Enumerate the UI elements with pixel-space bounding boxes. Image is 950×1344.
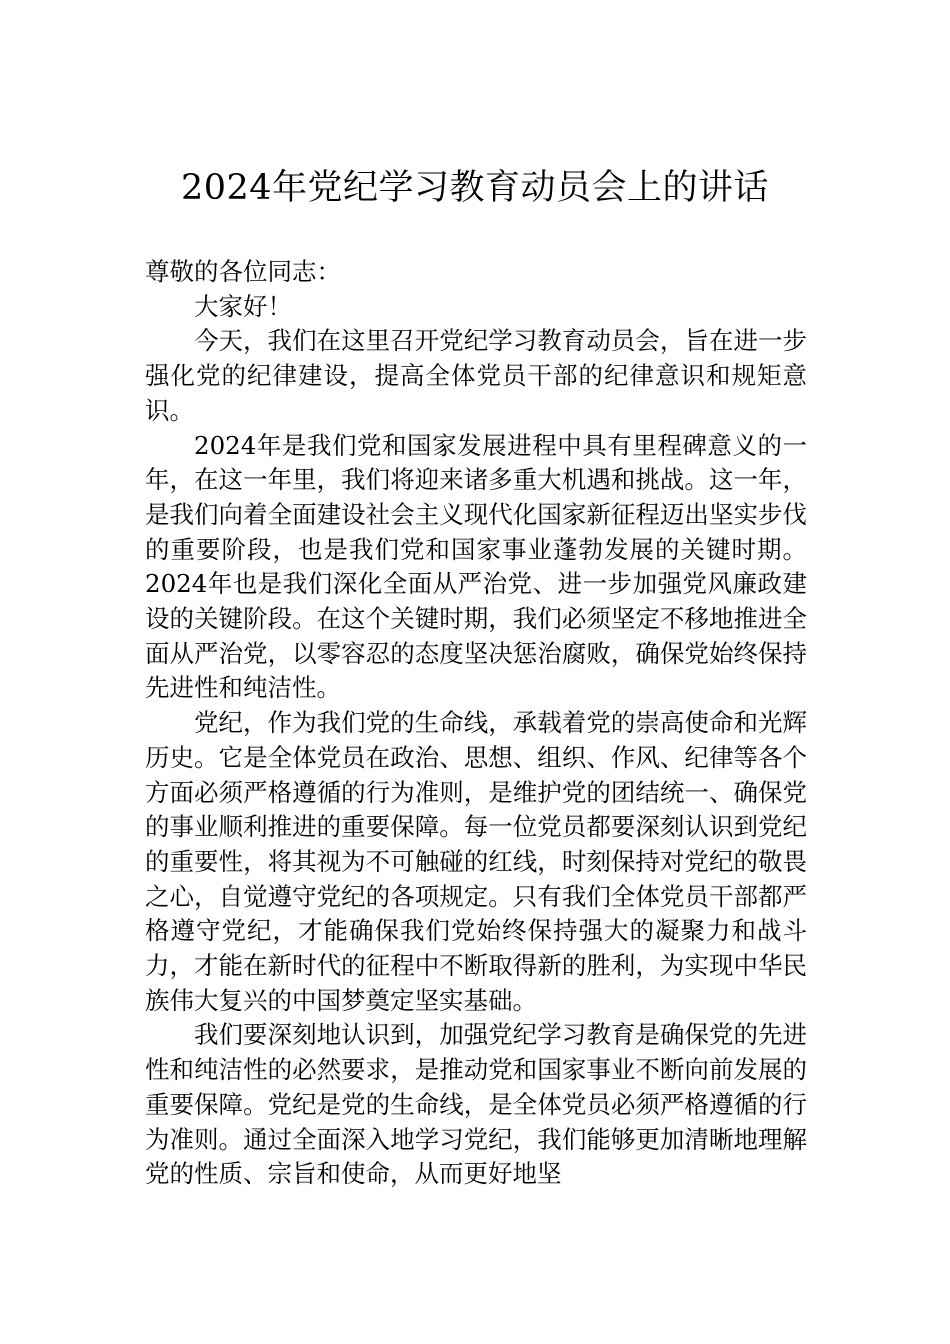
salutation: 尊敬的各位同志： <box>145 257 341 286</box>
paragraph: 党纪，作为我们党的生命线，承载着党的崇高使命和光辉历史。它是全体党员在政治、思想、组织、作风、纪律等各个方面必须严格遵循的行为准则，是维护党的团结统一、确保党的事业顺利推进的重要保障。每一位党员都要深刻认识到党纪的重要性，将其视为不可触碰的红线，时刻保持对党纪的敬畏之心，自觉遵守党纪的各项规定。只有我们全体党员干部都严格遵守党纪，才能确保我们党始终保持强大的凝聚力和战斗力，才能在新时代的征程中不断取得新的胜利，为实现中华民族伟大复兴的中国梦奠定坚实基础。 <box>145 708 807 1015</box>
greeting: 大家好！ <box>194 291 292 321</box>
document-title: 2024年党纪学习教育动员会上的讲话 <box>180 168 770 208</box>
document-body <box>145 255 807 1192</box>
paragraph: 我们要深刻地认识到，加强党纪学习教育是确保党的先进性和纯洁性的必然要求，是推动党和国家事业不断向前发展的重要保障。党纪是党的生命线，是全体党员必须严格遵循的行为准则。通过全面深入地学习党纪，我们能够更加清晰地理解党的性质、宗旨和使命，从而更好地坚 <box>145 1020 807 1189</box>
paragraph: 今天，我们在这里召开党纪学习教育动员会，旨在进一步强化党的纪律建设，提高全体党员干部的纪律意识和规矩意识。 <box>145 326 807 425</box>
paragraph: 2024年是我们党和国家发展进程中具有里程碑意义的一年，在这一年里，我们将迎来诸多重大机遇和挑战。这一年，是我们向着全面建设社会主义现代化国家新征程迈出坚实步伐的重要阶段，也是我们党和国家事业蓬勃发展的关键时期。2024年也是我们深化全面从严治党、进一步加强党风廉政建设的关键阶段。在这个关键时期，我们必须坚定不移地推进全面从严治党，以零容忍的态度坚决惩治腐败，确保党始终保持先进性和纯洁性。 <box>145 430 807 703</box>
